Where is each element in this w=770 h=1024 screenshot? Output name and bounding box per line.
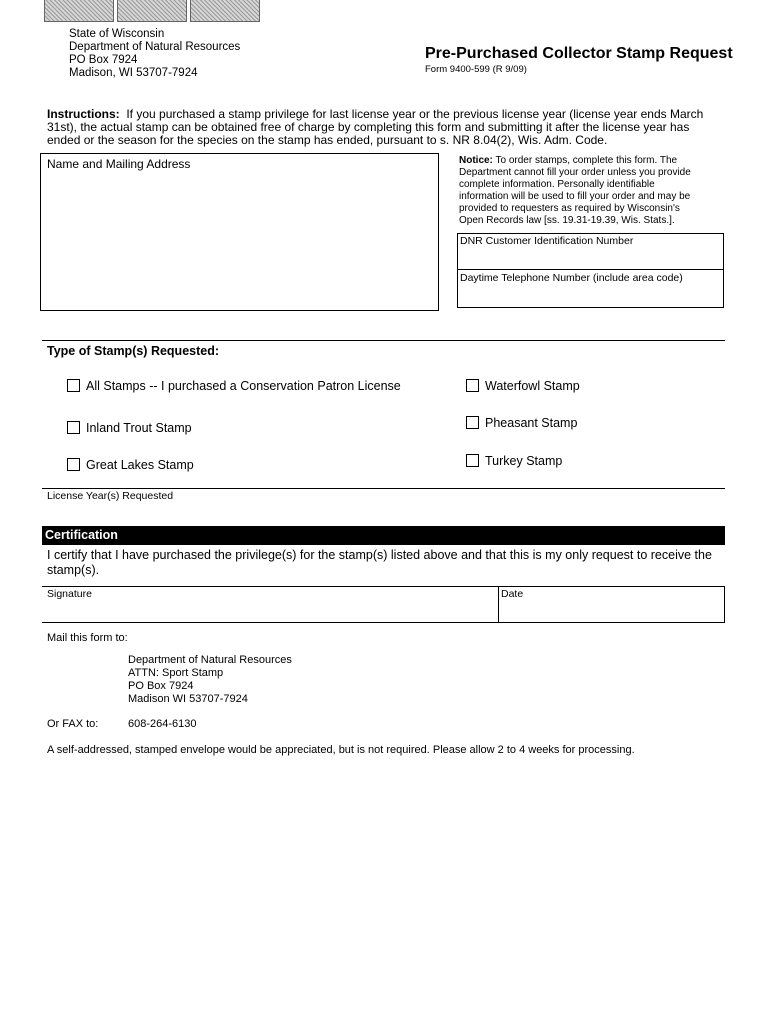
toolbar-button-3[interactable]: [190, 0, 260, 22]
date-right-border: [724, 586, 725, 623]
date-label: Date: [501, 588, 524, 600]
notice-line: information will be used to fill your order and may be: [459, 191, 691, 202]
agency-line: Madison, WI 53707-7924: [69, 67, 198, 79]
certification-heading: Certification: [42, 526, 725, 545]
license-years-divider: [42, 488, 725, 489]
footer-note: A self-addressed, stamped envelope would be appreciated, but is not required. Please allow 2 to 4 weeks for processing.: [47, 744, 635, 756]
agency-address: [69, 28, 240, 80]
instructions-line: ended or the season for the species on the stamp has ended, pursuant to s. NR 8.04(2), Wis. Adm. Code.: [47, 133, 608, 147]
license-years-label: License Year(s) Requested: [47, 490, 174, 502]
inland-trout-checkbox[interactable]: [67, 421, 80, 434]
phone-label: Daytime Telephone Number (include area code): [460, 272, 683, 284]
agency-line: State of Wisconsin: [69, 28, 165, 40]
certification-line: stamp(s).: [47, 563, 100, 577]
agency-line: Department of Natural Resources: [69, 41, 241, 53]
certification-line: I certify that I have purchased the privilege(s) for the stamp(s) listed above and that this is my only request to receive the: [47, 548, 712, 562]
great-lakes-label: Great Lakes Stamp: [86, 458, 194, 472]
notice-label: Notice:: [459, 155, 493, 166]
agency-line: PO Box 7924: [69, 54, 138, 66]
customer-id-label: DNR Customer Identification Number: [460, 235, 634, 247]
name-address-field[interactable]: [40, 153, 439, 311]
notice-line: provided to requesters as required by Wisconsin's: [459, 203, 680, 214]
mail-to-label: Mail this form to:: [47, 632, 128, 644]
toolbar-button-2[interactable]: [117, 0, 187, 22]
instructions-label: Instructions:: [47, 107, 120, 121]
fax-label: Or FAX to:: [47, 718, 99, 730]
form-title: Pre-Purchased Collector Stamp Request: [425, 45, 733, 62]
instructions: [47, 108, 737, 147]
signature-field[interactable]: [42, 587, 498, 622]
notice-text: [459, 155, 724, 227]
mail-address-line: Department of Natural Resources: [128, 654, 292, 666]
name-address-label: Name and Mailing Address: [47, 157, 191, 171]
turkey-label: Turkey Stamp: [485, 454, 563, 468]
instructions-line: 31st), the actual stamp can be obtained free of charge by completing this form and submitting it after the license year has: [47, 120, 690, 134]
pheasant-checkbox[interactable]: [466, 416, 479, 429]
stamps-heading: Type of Stamp(s) Requested:: [47, 344, 220, 358]
notice-line: To order stamps, complete this form. The: [495, 155, 678, 166]
mail-address-line: ATTN: Sport Stamp: [128, 667, 224, 679]
waterfowl-label: Waterfowl Stamp: [485, 379, 580, 393]
toolbar-button-1[interactable]: [44, 0, 114, 22]
signature-bottom-line: [42, 622, 725, 623]
waterfowl-checkbox[interactable]: [466, 379, 479, 392]
form-number: Form 9400-599 (R 9/09): [425, 64, 527, 75]
instructions-line: If you purchased a stamp privilege for last license year or the previous license year (license year ends March: [126, 107, 704, 121]
great-lakes-checkbox[interactable]: [67, 458, 80, 471]
notice-line: Department cannot fill your order unless you provide: [459, 167, 691, 178]
notice-line: complete information. Personally identifiable: [459, 179, 655, 190]
turkey-checkbox[interactable]: [466, 454, 479, 467]
fax-number: 608-264-6130: [128, 718, 197, 730]
notice-line: Open Records law [ss. 19.31-19.39, Wis. Stats.].: [459, 215, 675, 226]
mail-address-line: Madison WI 53707-7924: [128, 693, 248, 705]
inland-trout-label: Inland Trout Stamp: [86, 421, 192, 435]
pheasant-label: Pheasant Stamp: [485, 416, 578, 430]
phone-field[interactable]: [457, 270, 724, 308]
all-stamps-checkbox[interactable]: [67, 379, 80, 392]
license-years-field[interactable]: [47, 490, 173, 502]
mail-address: [128, 654, 292, 706]
date-field[interactable]: [499, 587, 724, 622]
certification-text: [47, 548, 737, 578]
signature-label: Signature: [47, 588, 92, 600]
all-stamps-label: All Stamps -- I purchased a Conservation Patron License: [86, 379, 401, 393]
customer-id-field[interactable]: [457, 233, 724, 270]
mail-address-line: PO Box 7924: [128, 680, 194, 692]
section-divider: [42, 340, 725, 341]
